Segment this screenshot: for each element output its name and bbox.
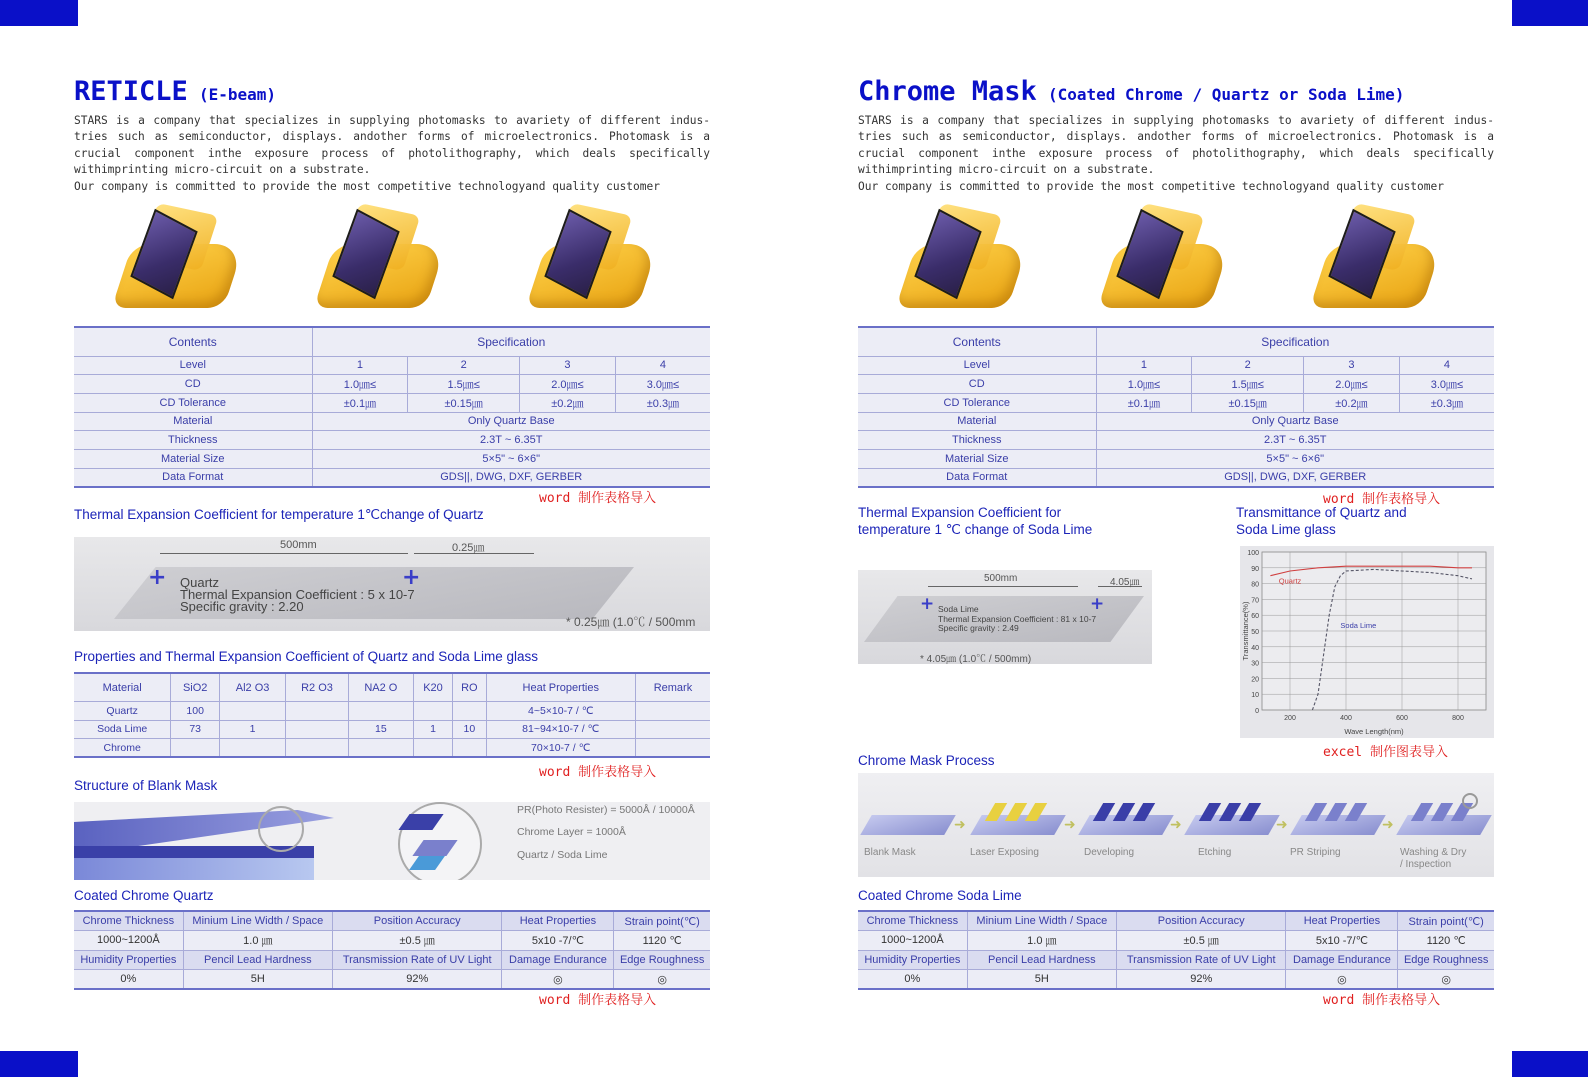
spec-label: Material Size <box>74 450 312 469</box>
process-step-label: / Inspection <box>1400 859 1452 870</box>
coated-cell: 1.0 ㎛ <box>967 931 1116 951</box>
props-cell <box>286 739 349 757</box>
props-header: R2 O3 <box>286 673 349 702</box>
dimension-label: 4.05㎛ <box>1110 577 1140 588</box>
corner-block-bottom-left <box>0 1051 78 1077</box>
spec-label: CD <box>74 375 312 394</box>
coated-cell: ◎ <box>1286 970 1398 990</box>
y-tick-label: 100 <box>1247 550 1259 557</box>
section-heading: Coated Chrome Quartz <box>74 888 214 903</box>
arrow-right-icon: ➜ <box>1064 817 1076 833</box>
structure-label: PR(Photo Resister) = 5000Å / 10000Å <box>517 804 695 816</box>
intro-paragraph-2: Our company is committed to provide the most competitive technologyand quality customer <box>74 179 660 193</box>
arrow-right-icon: ➜ <box>1276 817 1288 833</box>
coated-cell: 0% <box>74 970 183 990</box>
coated-label: Pencil Lead Hardness <box>967 950 1116 970</box>
chrome-mask-page <box>858 0 1494 1077</box>
process-step-laser-exposing <box>976 809 1066 841</box>
coated-label: Minium Line Width / Space <box>183 911 332 931</box>
props-cell <box>413 739 452 757</box>
slab-line: Soda Lime <box>938 604 979 614</box>
coated-chrome-quartz-table <box>74 910 710 990</box>
spec-label: CD Tolerance <box>74 393 312 412</box>
spec-cell: 1.5㎛≤ <box>1192 375 1304 394</box>
coated-label: Chrome Thickness <box>858 911 967 931</box>
coated-label: Transmission Rate of UV Light <box>332 950 502 970</box>
spec-cell: 2 <box>1192 356 1304 375</box>
coated-label: Chrome Thickness <box>74 911 183 931</box>
heading-line: Transmittance of Quartz and <box>1236 505 1407 520</box>
coated-cell: ◎ <box>502 970 614 990</box>
corner-block-top-right <box>1512 0 1588 26</box>
photomask-case-image <box>1316 204 1436 312</box>
spec-cell: 2.3T ~ 6.35T <box>1096 431 1494 450</box>
section-heading: Properties and Thermal Expansion Coefficient of Quartz and Soda Lime glass <box>74 649 539 664</box>
props-cell <box>635 720 710 738</box>
spec-label: Material <box>858 412 1096 431</box>
props-cell <box>453 739 486 757</box>
intro-paragraph-2: Our company is committed to provide the most competitive technologyand quality customer <box>858 179 1444 193</box>
section-heading: Coated Chrome Soda Lime <box>858 888 1022 903</box>
spec-cell: ±0.3㎛ <box>615 393 710 412</box>
chrome-mask-process-diagram <box>858 773 1494 877</box>
intro-text <box>858 113 1494 195</box>
props-cell <box>171 739 220 757</box>
coated-label: Humidity Properties <box>858 950 967 970</box>
spec-label: CD Tolerance <box>858 393 1096 412</box>
coated-label: Position Accuracy <box>332 911 502 931</box>
arrow-right-icon: ➜ <box>954 817 966 833</box>
props-header: RO <box>453 673 486 702</box>
photomask-case-image <box>902 204 1022 312</box>
x-axis-label: Wave Length(nm) <box>1344 727 1404 736</box>
coated-label: Transmission Rate of UV Light <box>1116 950 1286 970</box>
spec-header: Contents <box>74 327 312 356</box>
import-note: word 制作表格导入 <box>1323 993 1441 1008</box>
y-tick-label: 0 <box>1255 708 1259 715</box>
process-step-label: PR Striping <box>1290 847 1341 858</box>
page-title <box>74 70 276 108</box>
import-note: excel 制作图表导入 <box>1323 745 1448 760</box>
photomask-case-image <box>1104 204 1224 312</box>
props-cell: Soda Lime <box>74 720 171 738</box>
coated-label: Heat Properties <box>502 911 614 931</box>
coated-cell: 5x10 -7/℃ <box>502 931 614 951</box>
process-step-etching <box>1190 809 1280 841</box>
quartz-slab-text <box>180 577 415 613</box>
spec-cell: ±0.2㎛ <box>519 393 615 412</box>
spec-cell: ±0.2㎛ <box>1303 393 1399 412</box>
spec-cell: 4 <box>615 356 710 375</box>
spec-cell: 3.0㎛≤ <box>615 375 710 394</box>
slab-line: Thermal Expansion Coefficient : 5 x 10-7 <box>180 587 415 602</box>
spec-cell: 1.5㎛≤ <box>408 375 520 394</box>
spec-cell: 4 <box>1399 356 1494 375</box>
properties-table <box>74 672 710 758</box>
process-step-developing <box>1084 809 1174 841</box>
spec-header: Specification <box>312 327 710 356</box>
coated-chrome-soda-lime-table <box>858 910 1494 990</box>
zoom-circle-icon <box>258 806 304 852</box>
props-cell <box>220 702 286 720</box>
spec-label: Material Size <box>858 450 1096 469</box>
soda-lime-thermal-diagram <box>858 570 1152 664</box>
spec-cell: 1.0㎛≤ <box>312 375 408 394</box>
props-cell <box>286 720 349 738</box>
x-tick-label: 800 <box>1452 715 1464 722</box>
heading-line: Thermal Expansion Coefficient for <box>858 505 1062 520</box>
plus-marker-icon: + <box>1090 594 1105 614</box>
coated-cell: 1.0 ㎛ <box>183 931 332 951</box>
thermal-footnote: * 4.05㎛ (1.0℃ / 500mm) <box>920 654 1032 664</box>
substrate-layer <box>74 858 314 880</box>
dimension-line <box>160 553 408 554</box>
quartz-thermal-diagram <box>74 537 710 631</box>
process-step-pr-striping <box>1296 809 1386 841</box>
heading-line: temperature 1 ℃ change of Soda Lime <box>858 522 1093 537</box>
slab-line: Thermal Expansion Coefficient : 81 x 10-7 <box>938 613 1097 624</box>
coated-cell: 5H <box>967 970 1116 990</box>
props-cell <box>220 739 286 757</box>
props-cell: 10 <box>453 720 486 738</box>
section-heading: Structure of Blank Mask <box>74 778 218 793</box>
spec-label: Thickness <box>858 431 1096 450</box>
photomask-case-image <box>532 204 652 312</box>
blank-mask-structure-diagram <box>74 802 710 880</box>
spec-header: Contents <box>858 327 1096 356</box>
props-header: Al2 O3 <box>220 673 286 702</box>
process-step-label: Washing & Dry <box>1400 847 1467 858</box>
spec-label: Level <box>858 356 1096 375</box>
title-sub: (Coated Chrome / Quartz or Soda Lime) <box>1047 85 1405 104</box>
props-cell: 15 <box>348 720 413 738</box>
photomask-photos <box>118 204 678 314</box>
series-label: Soda Lime <box>1340 620 1377 630</box>
slab-line: Specific gravity : 2.49 <box>938 623 1019 633</box>
photomask-case-image <box>118 204 238 312</box>
intro-text <box>74 113 710 195</box>
import-note: word 制作表格导入 <box>539 491 657 506</box>
y-tick-label: 50 <box>1251 629 1259 636</box>
process-step-label: Laser Exposing <box>970 847 1039 858</box>
title-main: Chrome Mask <box>858 76 1037 107</box>
coated-cell: 1000~1200Å <box>858 931 967 951</box>
props-cell: Quartz <box>74 702 171 720</box>
coated-label: Humidity Properties <box>74 950 183 970</box>
spec-cell: ±0.15㎛ <box>1192 393 1304 412</box>
soda-lime-slab-text <box>938 605 1096 634</box>
props-header: Heat Properties <box>486 673 635 702</box>
corner-block-bottom-right <box>1512 1051 1588 1077</box>
x-tick-label: 400 <box>1340 715 1352 722</box>
props-header: Material <box>74 673 171 702</box>
spec-cell: 3 <box>1303 356 1399 375</box>
y-tick-label: 80 <box>1251 581 1259 589</box>
x-tick-label: 600 <box>1396 715 1408 722</box>
reticle-page <box>74 0 710 1077</box>
spec-cell: 1 <box>312 356 408 375</box>
spec-cell: 1.0㎛≤ <box>1096 375 1192 394</box>
import-note: word 制作表格导入 <box>539 993 657 1008</box>
y-tick-label: 60 <box>1251 613 1259 621</box>
props-cell: 81~94×10-7 / ℃ <box>486 720 635 738</box>
spec-label: Data Format <box>858 468 1096 487</box>
arrow-right-icon: ➜ <box>1382 817 1394 833</box>
spec-cell: Only Quartz Base <box>312 412 710 431</box>
coated-cell: 5x10 -7/℃ <box>1286 931 1398 951</box>
coated-cell: ◎ <box>1398 970 1494 990</box>
coated-cell: 92% <box>1116 970 1286 990</box>
process-step-blank-mask <box>866 809 956 841</box>
coated-cell: ±0.5 ㎛ <box>1116 931 1286 951</box>
props-cell <box>635 739 710 757</box>
process-step-label: Developing <box>1084 847 1135 858</box>
spec-cell: 3 <box>519 356 615 375</box>
coated-cell: 1120 ℃ <box>1398 931 1494 951</box>
spec-cell: ±0.1㎛ <box>312 393 408 412</box>
coated-cell: 5H <box>183 970 332 990</box>
props-cell <box>286 702 349 720</box>
spec-cell: Only Quartz Base <box>1096 412 1494 431</box>
spec-cell: 1 <box>1096 356 1192 375</box>
props-cell <box>453 702 486 720</box>
spec-cell: 5×5" ~ 6×6" <box>1096 450 1494 469</box>
spec-label: Thickness <box>74 431 312 450</box>
spec-table <box>858 326 1494 488</box>
coated-label: Strain point(℃) <box>1398 911 1494 931</box>
plus-marker-icon: + <box>402 565 421 590</box>
props-cell: 1 <box>220 720 286 738</box>
coated-label: Damage Endurance <box>502 950 614 970</box>
spec-label: Level <box>74 356 312 375</box>
series-label: Quartz <box>1278 576 1302 586</box>
y-tick-label: 40 <box>1251 644 1259 652</box>
y-tick-label: 70 <box>1251 597 1259 605</box>
slab-line: Specific gravity : 2.20 <box>180 599 304 614</box>
corner-block-top-left <box>0 0 78 26</box>
section-heading <box>858 504 1092 538</box>
process-step-washing <box>1402 809 1492 841</box>
slab-line: Quartz <box>180 575 220 590</box>
coated-label: Minium Line Width / Space <box>967 911 1116 931</box>
arrow-right-icon: ➜ <box>1170 817 1182 833</box>
photomask-case-image <box>320 204 440 312</box>
props-cell <box>348 702 413 720</box>
structure-label: Quartz / Soda Lime <box>517 849 608 861</box>
heading-line: Soda Lime glass <box>1236 522 1336 537</box>
coated-label: Heat Properties <box>1286 911 1398 931</box>
transmittance-chart-svg <box>1240 546 1494 738</box>
dimension-label: 500mm <box>280 539 317 551</box>
dimension-label: 500mm <box>984 573 1018 584</box>
spec-table <box>74 326 710 488</box>
coated-cell: 92% <box>332 970 502 990</box>
structure-label: Chrome Layer = 1000Å <box>517 826 626 838</box>
props-cell <box>635 702 710 720</box>
spec-cell: 2 <box>408 356 520 375</box>
plus-marker-icon: + <box>920 594 935 614</box>
props-cell: 1 <box>413 720 452 738</box>
y-tick-label: 20 <box>1251 676 1259 684</box>
thermal-footnote: * 0.25㎛ (1.0℃ / 500mm <box>566 615 696 629</box>
coated-label: Edge Roughness <box>1398 950 1494 970</box>
props-cell <box>413 702 452 720</box>
coated-cell: 1120 ℃ <box>614 931 710 951</box>
spec-cell: GDS||, DWG, DXF, GERBER <box>312 468 710 487</box>
props-cell <box>348 739 413 757</box>
dimension-line <box>928 586 1078 587</box>
spec-cell: ±0.3㎛ <box>1399 393 1494 412</box>
spec-cell: 3.0㎛≤ <box>1399 375 1494 394</box>
spec-cell: ±0.15㎛ <box>408 393 520 412</box>
coated-label: Strain point(℃) <box>614 911 710 931</box>
coated-cell: ±0.5 ㎛ <box>332 931 502 951</box>
y-axis-label: Transmittance(%) <box>1241 601 1250 661</box>
y-tick-label: 30 <box>1251 660 1259 668</box>
y-tick-label: 10 <box>1251 692 1259 700</box>
intro-paragraph: STARS is a company that specializes in supplying photomasks to avariety of different indus- tries such as semiconductor, displays. andother forms of microelectronics. Photomask is a crucial component inthe exposure process of photolithography, which deals specifically withimprinting micro-circuit on a substrate. <box>74 114 710 177</box>
spec-label: Material <box>74 412 312 431</box>
intro-paragraph: STARS is a company that specializes in supplying photomasks to avariety of different indus- tries such as semiconductor, displays. andother forms of microelectronics. Photomask is a crucial component inthe exposure process of photolithography, which deals specifically withimprinting micro-circuit on a substrate. <box>858 114 1494 177</box>
coated-cell: 0% <box>858 970 967 990</box>
props-cell: 73 <box>171 720 220 738</box>
props-cell: 100 <box>171 702 220 720</box>
coated-label: Damage Endurance <box>1286 950 1398 970</box>
spec-header: Specification <box>1096 327 1494 356</box>
import-note: word 制作表格导入 <box>1323 492 1441 507</box>
x-tick-label: 200 <box>1284 715 1296 722</box>
coated-label: Edge Roughness <box>614 950 710 970</box>
page-title <box>858 70 1404 108</box>
props-cell: 4~5×10-7 / ℃ <box>486 702 635 720</box>
props-cell: 70×10-7 / ℃ <box>486 739 635 757</box>
coated-label: Pencil Lead Hardness <box>183 950 332 970</box>
spec-cell: GDS||, DWG, DXF, GERBER <box>1096 468 1494 487</box>
props-header: K20 <box>413 673 452 702</box>
title-main: RETICLE <box>74 76 188 107</box>
spec-cell: 5×5" ~ 6×6" <box>312 450 710 469</box>
process-step-label: Blank Mask <box>864 847 916 858</box>
spec-label: Data Format <box>74 468 312 487</box>
coated-cell: ◎ <box>614 970 710 990</box>
props-header: SiO2 <box>171 673 220 702</box>
spec-cell: 2.0㎛≤ <box>1303 375 1399 394</box>
plus-marker-icon: + <box>148 565 167 590</box>
props-cell: Chrome <box>74 739 171 757</box>
y-tick-label: 90 <box>1251 565 1259 573</box>
magnifier-icon <box>1462 793 1478 809</box>
spec-cell: ±0.1㎛ <box>1096 393 1192 412</box>
spec-cell: 2.0㎛≤ <box>519 375 615 394</box>
photomask-photos <box>902 204 1462 314</box>
section-heading: Thermal Expansion Coefficient for temperature 1℃change of Quartz <box>74 507 484 522</box>
process-step-label: Etching <box>1198 847 1232 858</box>
props-header: NA2 O <box>348 673 413 702</box>
coated-cell: 1000~1200Å <box>74 931 183 951</box>
import-note: word 制作表格导入 <box>539 765 657 780</box>
section-heading: Chrome Mask Process <box>858 753 995 768</box>
spec-label: CD <box>858 375 1096 394</box>
section-heading <box>1236 504 1407 538</box>
coated-label: Position Accuracy <box>1116 911 1286 931</box>
props-header: Remark <box>635 673 710 702</box>
transmittance-chart <box>1240 546 1494 738</box>
spec-cell: 2.3T ~ 6.35T <box>312 431 710 450</box>
dimension-label: 0.25㎛ <box>452 542 485 554</box>
title-sub: (E-beam) <box>198 85 276 104</box>
